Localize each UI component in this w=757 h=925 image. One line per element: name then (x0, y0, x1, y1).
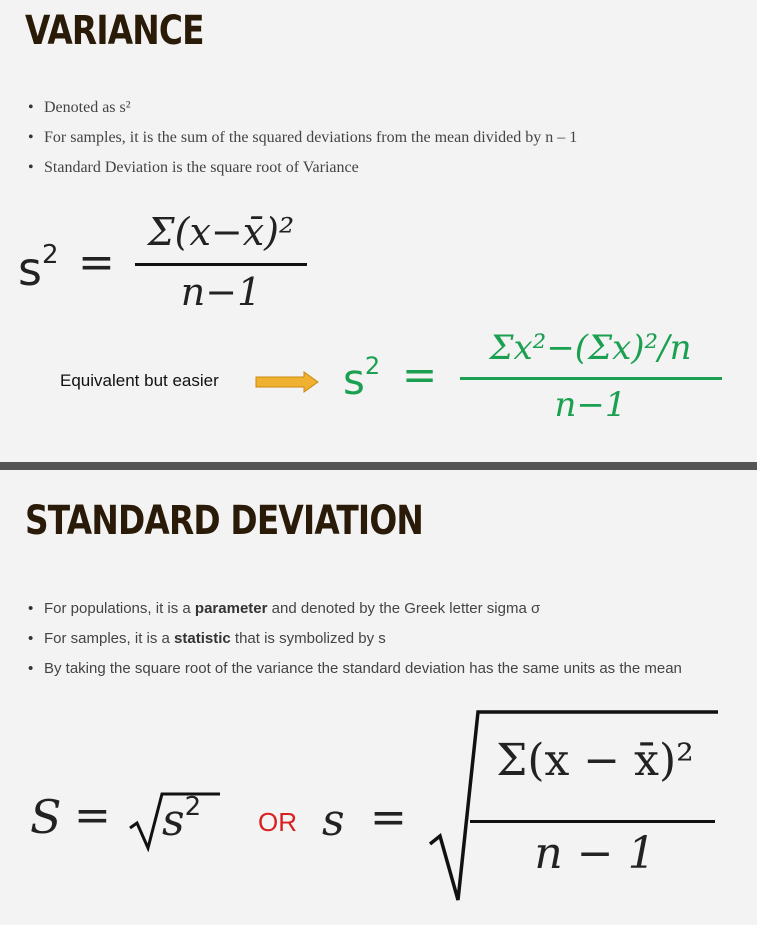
variance-formula-denominator: n−1 (180, 270, 262, 314)
variance-formula2-equals: = (402, 350, 438, 399)
variance-formula2-lhs: $s^2$ (343, 352, 381, 404)
equivalent-label: Equivalent but easier (60, 371, 219, 390)
variance-formula-numerator: Σ(x−x̄)² (147, 210, 295, 254)
sd-formula-right-denominator: n − 1 (534, 828, 656, 879)
sd-formula-right-fraction-bar (470, 820, 715, 823)
variance-fraction-bar (135, 263, 307, 266)
variance-slide (0, 0, 757, 462)
slide-divider (0, 462, 757, 470)
variance-bullet-list (28, 93, 577, 183)
sd-formula-left-lhs: S (30, 790, 62, 844)
variance-formula2-denominator: n−1 (554, 385, 627, 425)
sd-formula-right-numerator: Σ(x − x̄)² (496, 735, 694, 786)
variance-formula2-numerator: Σx²−(Σx)²/n (489, 328, 692, 368)
std-dev-slide (0, 470, 757, 925)
sd-formula-left-equals: = (74, 790, 111, 841)
variance-formula-lhs: $s^2$ (18, 240, 59, 296)
std-dev-bullet-list (28, 594, 682, 684)
variance-bullet: • Standard Deviation is the square root of Variance (28, 153, 577, 183)
sd-formula-right-equals: = (370, 792, 407, 843)
variance-bullet: • Denoted as s² (28, 93, 577, 123)
variance-formula-equals: = (78, 237, 115, 288)
variance-title: VARIANCE (25, 8, 204, 54)
std-dev-bullet: • By taking the square root of the variance the standard deviation has the same units as the mean (28, 654, 682, 684)
arrow-right-icon (254, 371, 320, 393)
std-dev-bullet: • For populations, it is a parameter and denoted by the Greek letter sigma σ (28, 594, 682, 624)
std-dev-title: STANDARD DEVIATION (25, 498, 424, 544)
sd-formula-left-radicand: $s^2$ (162, 792, 202, 846)
variance-bullet: • For samples, it is the sum of the squared deviations from the mean divided by n – 1 (28, 123, 577, 153)
sd-formula-right-lhs: s (322, 795, 345, 846)
std-dev-bullet: • For samples, it is a statistic that is symbolized by s (28, 624, 682, 654)
variance-formula2-fraction-bar (460, 377, 722, 380)
or-label: OR (258, 807, 297, 837)
